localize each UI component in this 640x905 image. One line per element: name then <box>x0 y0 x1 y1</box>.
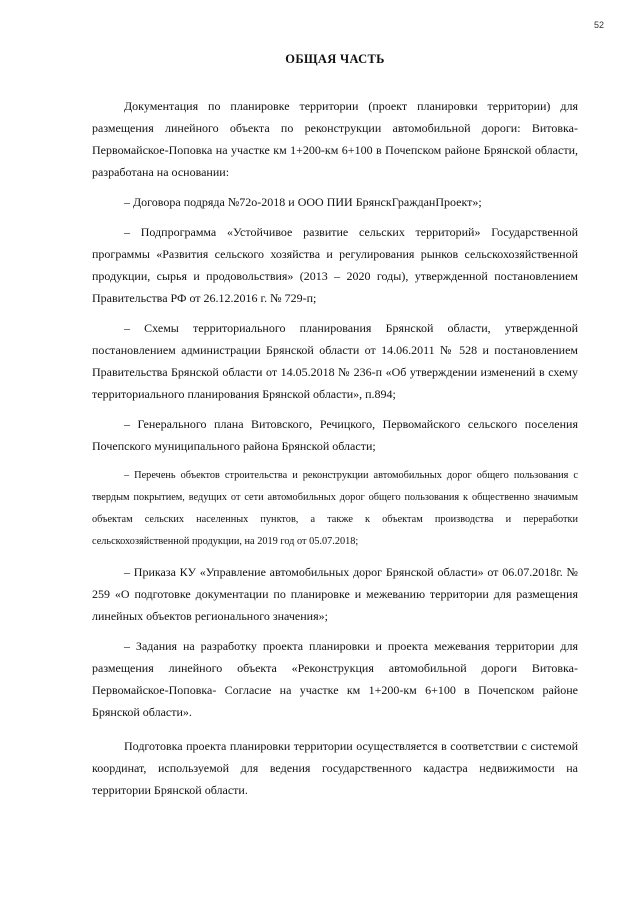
list-item-territorial-scheme: – Схемы территориального планирования Брянской области, утвержденной постановлением администрации Брянской области от 14.06.2011 № 528 и постановлением Правительства Брянской области от 14.05.2018 № 236-п «Об утверждении изменений в схему территориального планирования Брянской области», п.894; <box>92 321 578 401</box>
list-item-order: – Приказа КУ «Управление автомобильных дорог Брянской области» от 06.07.2018г. № 259 «О подготовке документации по планировке и межеванию территории для размещения линейных объектов регионального значения»; <box>92 565 578 623</box>
section-title: ОБЩАЯ ЧАСТЬ <box>285 52 385 66</box>
list-item-construction-list: – Перечень объектов строительства и реконструкции автомобильных дорог общего пользования с твердым покрытием, ведущих от сети автомобильных дорог общего пользования к общественно значимым объектам сельских населенных пунктов, а также к объектам производства и переработки сельскохозяйственной продукции, на 2019 год от 05.07.2018; <box>92 470 578 547</box>
list-item-subprogram: – Подпрограмма «Устойчивое развитие сельских территорий» Государственной программы «Развития сельского хозяйства и регулирования рынков сельскохозяйственной продукции, сырья и продовольствия» (2013 – 2020 годы), утвержденной постановлением Правительства РФ от 26.12.2016 г. № 729-п; <box>92 225 578 305</box>
list-item-general-plan: – Генерального плана Витовского, Речицкого, Первомайского сельского поселения Почепского муниципального района Брянской области; <box>92 417 578 453</box>
intro-paragraph: Документация по планировке территории (проект планировки территории) для размещения линейного объекта по реконструкции автомобильной дороги: Витовка-Первомайское-Поповка на участке км 1+200-км 6+100 в Почепском районе Брянской области, разработана на основании: <box>92 99 578 179</box>
page-number: 52 <box>593 20 604 30</box>
document-body <box>92 52 578 801</box>
conclusion-paragraph: Подготовка проекта планировки территории осуществляется в соответствии с системой координат, используемой для ведения государственного кадастра недвижимости на территории Брянской области. <box>92 739 578 797</box>
list-item-assignment: – Задания на разработку проекта планировки и проекта межевания территории для размещения линейного объекта «Реконструкция автомобильной дороги Витовка-Первомайское-Поповка- Согласие на участке км 1+200-км 6+100 в Почепском районе Брянской области». <box>92 639 578 719</box>
list-item-contract: – Договора подряда №72о-2018 и ООО ПИИ БрянскГражданПроект»; <box>124 195 482 209</box>
